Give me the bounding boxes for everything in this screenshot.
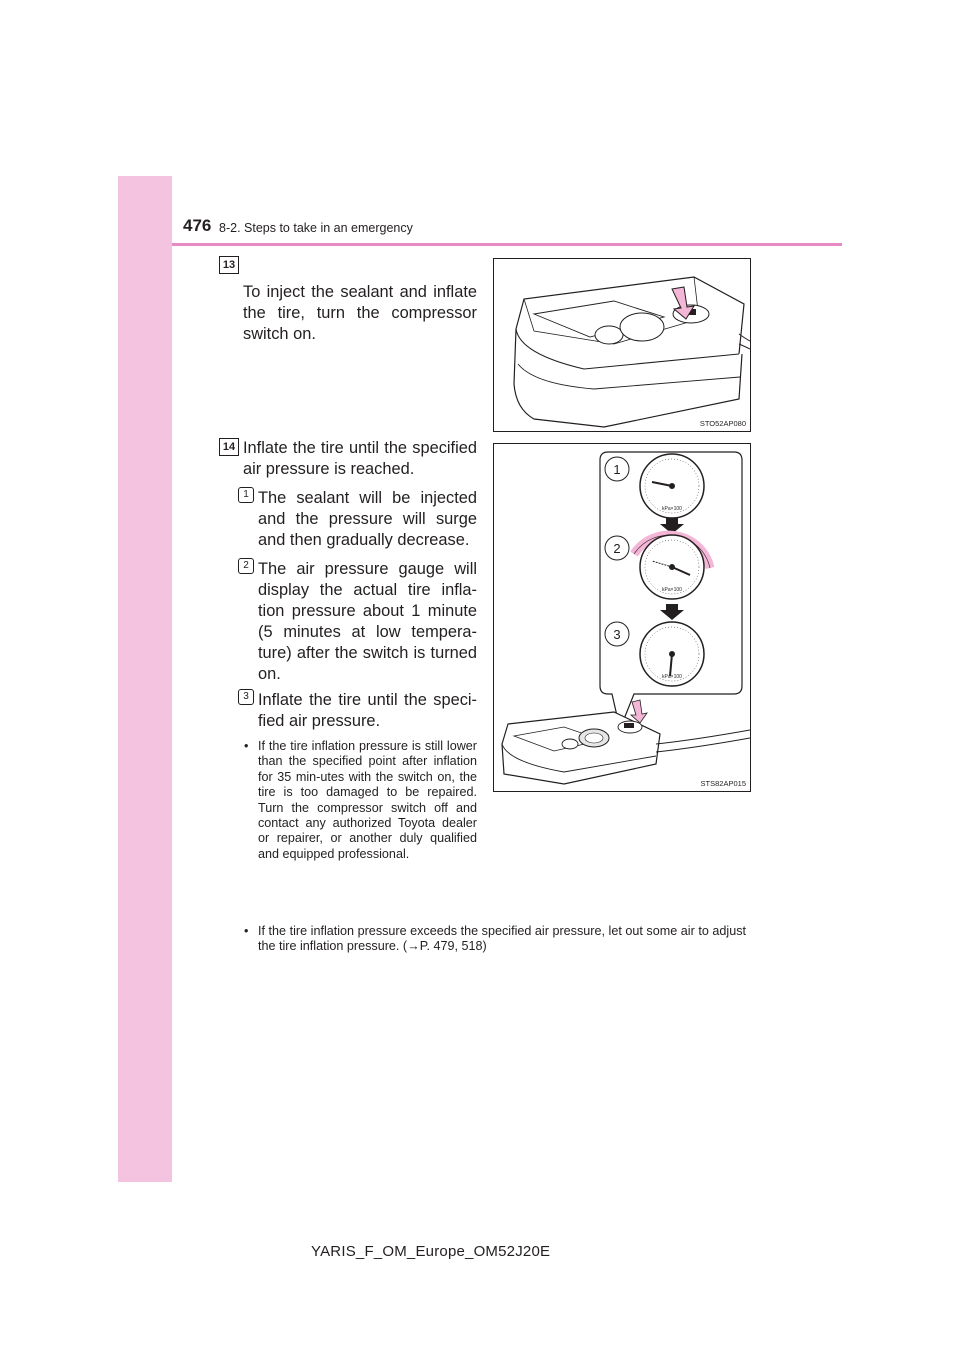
bullet-mark: •	[244, 924, 249, 938]
substep-2-text: The air pressure gauge will display the actual tire infla-tion pressure about 1 minute (5 minutes at low tempera-ture) after the switch is turned on.	[258, 560, 477, 683]
bullet-item	[244, 924, 746, 955]
step-14-text: Inflate the tire until the specified air pressure is reached.	[243, 439, 477, 478]
substep-1-text: The sealant will be injected and the pressure will surge and then gradually decrease.	[258, 489, 477, 549]
pressure-gauge-figure	[493, 443, 751, 792]
substep-1-badge: 1	[238, 487, 254, 503]
header-rule	[172, 243, 842, 246]
substep-3-badge: 3	[238, 689, 254, 705]
compressor-switch-figure	[493, 258, 751, 432]
step-13-badge: 13	[219, 256, 239, 274]
gauge-unit: kPa×100	[662, 674, 682, 680]
substep-3-text: Inflate the tire until the speci-fied air pressure.	[258, 691, 477, 730]
figure-code-1: STO52AP080	[699, 419, 746, 428]
gauge-unit: kPa×100	[662, 506, 682, 512]
callout-1: 1	[613, 462, 621, 477]
bullet-text: If the tire inflation pressure is still lower than the specified point after inflation for 35 min-utes with the switch on, the tire is too damaged to be repaired. Turn the compressor switch off and contact any authorized Toyota dealer or repairer, or another duly qualified and equipped professional.	[258, 739, 477, 861]
step-13-text: To inject the sealant and inflate the tire, turn the compressor switch on.	[243, 283, 477, 343]
bullet-item	[244, 739, 477, 862]
bullet-text: If the tire inflation pressure exceeds the specified air pressure, let out some air to adjust the tire inflation pressure. (→P. 479, 518)	[258, 924, 746, 954]
bullet-mark: •	[244, 739, 249, 753]
figure-code-2: STS82AP015	[700, 779, 746, 788]
page-number: 476	[183, 216, 212, 235]
step-14-badge: 14	[219, 438, 239, 456]
callout-2: 2	[613, 541, 621, 556]
footer-doc-id: YARIS_F_OM_Europe_OM52J20E	[311, 1243, 551, 1260]
callout-3: 3	[613, 627, 621, 642]
side-margin-band	[118, 176, 172, 1182]
gauge-unit: kPa×100	[662, 587, 682, 593]
section-title: 8-2. Steps to take in an emergency	[219, 221, 413, 235]
substep-2-badge: 2	[238, 558, 254, 574]
